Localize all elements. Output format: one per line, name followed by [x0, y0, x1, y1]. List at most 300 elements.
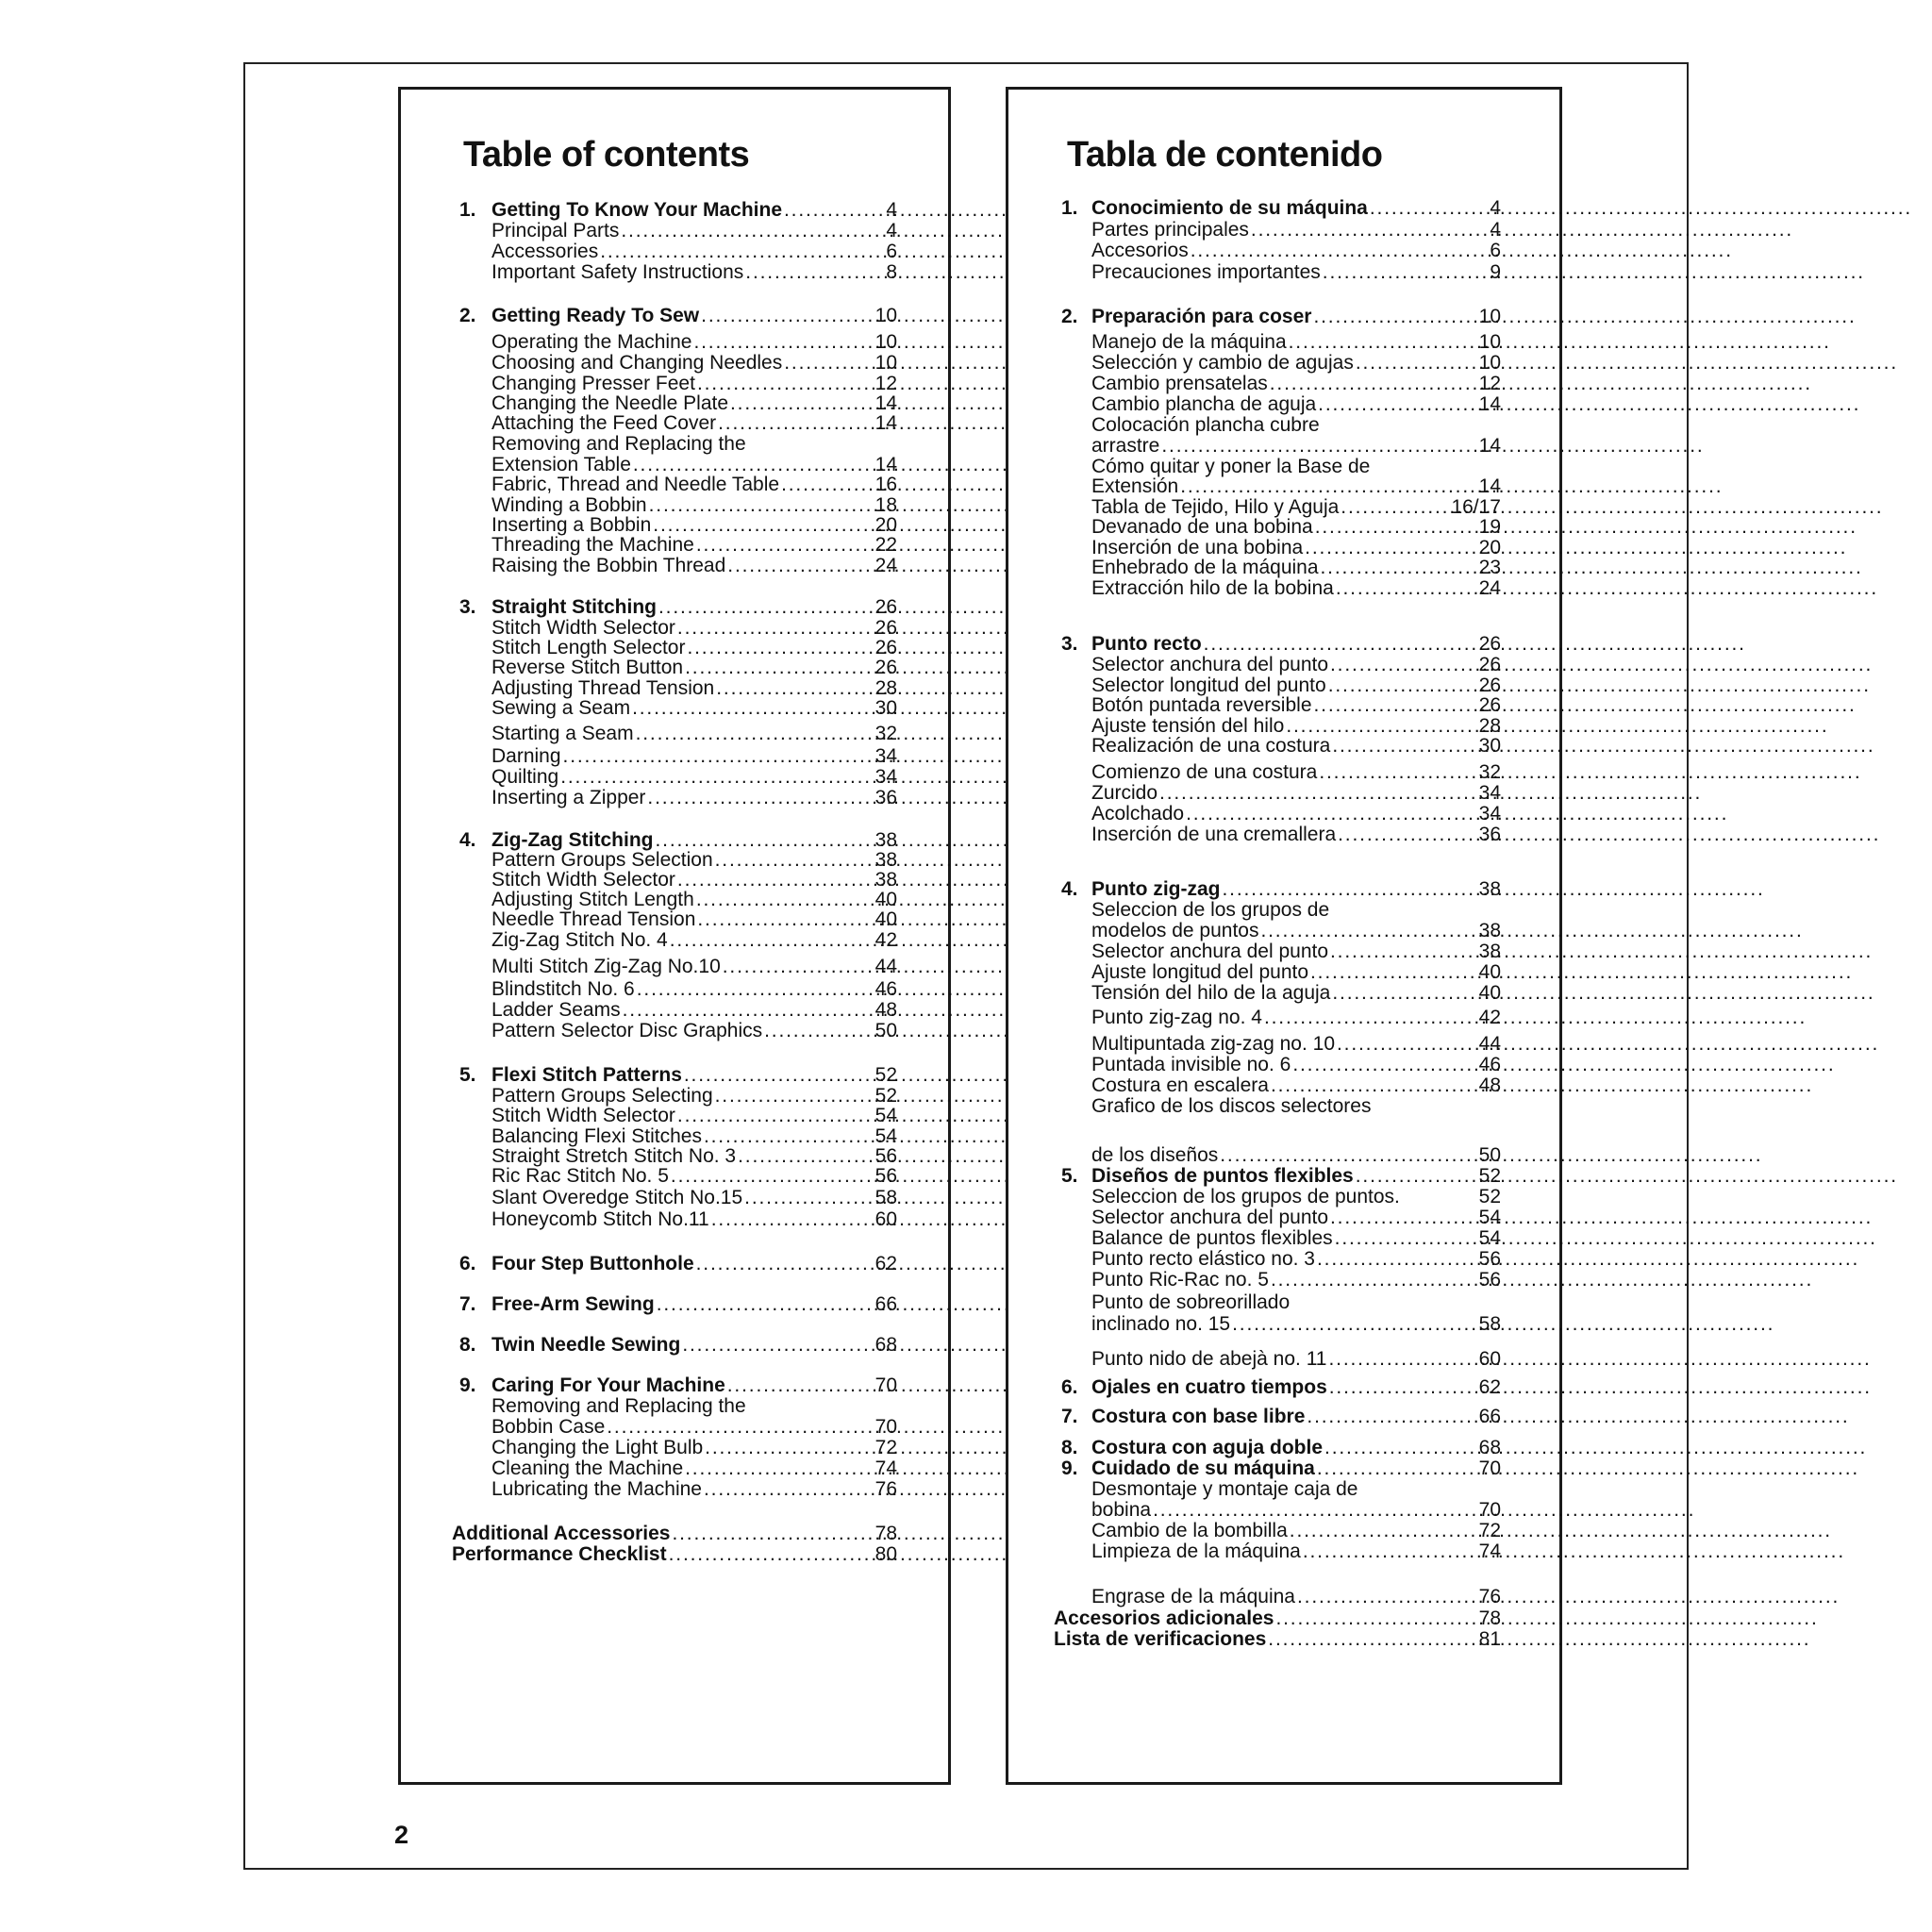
toc-leader-dots: [1330, 1207, 1477, 1229]
toc-entry-label: Selector anchura del punto: [1091, 1207, 1329, 1228]
toc-leader-dots: [1275, 1607, 1476, 1630]
toc-entry-page: 56: [1478, 1248, 1501, 1270]
toc-entry-label: Inserting a Zipper: [491, 787, 646, 808]
toc-chapter-entry: [1061, 1406, 1501, 1428]
toc-leader-dots: [1204, 633, 1477, 656]
toc-entry-page: 14: [1478, 393, 1501, 415]
toc-entry-label: Lista de verificaciones: [1054, 1628, 1267, 1650]
toc-entry-label: Cuidado de su máquina: [1091, 1457, 1315, 1479]
toc-entry-label: Selector longitud del punto: [1091, 675, 1326, 696]
toc-leader-dots: [636, 723, 874, 745]
toc-entry-page: 62: [874, 1253, 897, 1274]
toc-leader-dots: [1330, 941, 1477, 963]
toc-entry-label: Stitch Width Selector: [491, 869, 675, 891]
toc-leader-dots: [1317, 1248, 1477, 1271]
toc-leader-dots: [696, 1253, 874, 1275]
toc-leader-dots: [705, 1437, 873, 1459]
toc-entry-label: Colocación plancha cubre: [1091, 414, 1320, 436]
toc-leader-dots: [670, 929, 874, 952]
toc-entry-label: Zig-Zag Stitch No. 4: [491, 929, 668, 951]
toc-entry-number: 5.: [459, 1064, 476, 1086]
toc-leader-dots: [677, 1105, 874, 1127]
toc-entry-label: Punto nido de abejà no. 11: [1091, 1348, 1327, 1370]
toc-entry: [1091, 920, 1501, 942]
toc-entry: [491, 723, 897, 745]
toc-entry: [1091, 219, 1501, 242]
toc-entry-page: 30: [874, 697, 897, 719]
toc-entry-page: 38: [1478, 920, 1501, 941]
toc-entry-page: 44: [874, 956, 897, 977]
toc-leader-dots: [1186, 803, 1477, 825]
toc-entry: [1091, 1499, 1501, 1522]
toc-chapter-entry: [1054, 1628, 1501, 1651]
toc-entry-label: Stitch Width Selector: [491, 617, 675, 639]
toc-entry: [491, 331, 897, 354]
toc-chapter-entry: [459, 1293, 897, 1316]
toc-chapter-entry: [1061, 1165, 1501, 1188]
toc-leader-dots: [697, 908, 873, 931]
toc-entry: [491, 908, 897, 931]
toc-entry-label: Cómo quitar y poner la Base de: [1091, 456, 1371, 477]
toc-entry-label: Operating the Machine: [491, 331, 692, 353]
toc-entry-page: 70: [874, 1416, 897, 1438]
toc-entry-label: Tabla de Tejido, Hilo y Aguja: [1091, 496, 1340, 518]
toc-leader-dots: [1319, 761, 1476, 784]
toc-leader-dots: [1310, 961, 1477, 984]
toc-entry: [1091, 1541, 1501, 1563]
toc-entry: [1091, 1144, 1501, 1167]
toc-entry-page: 10: [874, 352, 897, 374]
toc-entry-label: Costura con base libre: [1091, 1406, 1306, 1427]
toc-chapter-entry: [1061, 1376, 1501, 1399]
toc-leader-dots: [1220, 1144, 1476, 1167]
toc-leader-dots: [1329, 1348, 1477, 1371]
toc-leader-dots: [693, 331, 873, 354]
toc-entry-page: 20: [874, 514, 897, 536]
toc-entry: [1091, 654, 1501, 676]
toc-entry-page: 32: [1478, 761, 1501, 783]
toc-leader-dots: [764, 1020, 874, 1042]
toc-entry-page: 52: [874, 1085, 897, 1107]
toc-entry: [1091, 1269, 1501, 1291]
toc-leader-dots: [1222, 878, 1476, 901]
toc-leader-dots: [1153, 1499, 1477, 1522]
toc-leader-dots: [711, 1208, 874, 1231]
toc-entry: [1091, 1227, 1501, 1250]
toc-entry-page: 54: [874, 1125, 897, 1147]
toc-entry-page: 26: [1478, 694, 1501, 716]
toc-list-english: [401, 90, 948, 1782]
toc-leader-dots: [1268, 1628, 1476, 1651]
toc-entry-page: 14: [1478, 435, 1501, 457]
toc-entry: [1091, 414, 1501, 437]
toc-entry-label: Pattern Groups Selection: [491, 849, 713, 871]
toc-title-english: Table of contents: [463, 135, 750, 175]
toc-entry-label: Performance Checklist: [452, 1543, 667, 1565]
toc-entry-number: 1.: [1061, 197, 1078, 219]
toc-entry-label: Punto zig-zag: [1091, 878, 1221, 900]
toc-entry-page: 38: [874, 869, 897, 891]
toc-entry-page: 10: [1478, 352, 1501, 374]
toc-entry-page: 60: [874, 1208, 897, 1230]
toc-entry: [1091, 1291, 1501, 1314]
toc-entry-page: 34: [1478, 782, 1501, 804]
toc-entry-page: 52: [1478, 1165, 1501, 1187]
toc-entry-label: Ojales en cuatro tiempos: [1091, 1376, 1327, 1398]
toc-entry-page: 16: [874, 474, 897, 495]
toc-entry-page: 76: [1478, 1586, 1501, 1607]
toc-leader-dots: [637, 978, 874, 1001]
toc-entry: [1091, 1207, 1501, 1229]
toc-leader-dots: [1337, 1033, 1477, 1056]
toc-entry-label: Winding a Bobbin: [491, 494, 647, 516]
toc-entry-page: 4: [886, 199, 897, 221]
toc-chapter-entry: [1061, 633, 1501, 656]
toc-entry-label: Punto de sobreorillado: [1091, 1291, 1291, 1313]
toc-entry: [1091, 435, 1501, 458]
toc-entry-label: Reverse Stitch Button: [491, 657, 684, 678]
toc-leader-dots: [1324, 1437, 1477, 1459]
toc-entry-label: Acolchado: [1091, 803, 1185, 824]
toc-entry: [491, 787, 897, 809]
toc-entry-label: Blindstitch No. 6: [491, 978, 635, 1000]
toc-entry-number: 4.: [1061, 878, 1078, 900]
toc-entry-page: 26: [874, 637, 897, 658]
toc-entry: [1091, 261, 1501, 284]
toc-entry-page: 24: [1478, 577, 1501, 599]
toc-leader-dots: [745, 261, 884, 284]
toc-entry-page: 68: [874, 1334, 897, 1356]
toc-entry-page: 6: [886, 241, 897, 262]
toc-entry-label: Free-Arm Sewing: [491, 1293, 655, 1315]
toc-entry-label: Balancing Flexi Stitches: [491, 1125, 702, 1147]
toc-entry-page: 66: [1478, 1406, 1501, 1427]
toc-entry-label: Punto Ric-Rac no. 5: [1091, 1269, 1269, 1291]
toc-chapter-entry: [1061, 197, 1501, 220]
toc-leader-dots: [1318, 393, 1476, 416]
toc-leader-dots: [1297, 1586, 1477, 1608]
toc-leader-dots: [784, 199, 884, 222]
toc-leader-dots: [1307, 1406, 1476, 1428]
toc-entry-label: Ajuste tensión del hilo: [1091, 715, 1285, 737]
toc-entry-label: Puntada invisible no. 6: [1091, 1054, 1291, 1075]
toc-entry-page: 23: [1478, 557, 1501, 578]
toc-leader-dots: [632, 697, 874, 720]
toc-entry-label: Balance de puntos flexibles: [1091, 1227, 1333, 1249]
toc-entry-page: 20: [1478, 537, 1501, 558]
toc-leader-dots: [1315, 516, 1477, 539]
toc-entry: [1091, 694, 1501, 717]
toc-entry-page: 12: [874, 373, 897, 394]
toc-entry-label: arrastre: [1091, 435, 1160, 457]
toc-leader-dots: [723, 956, 874, 978]
toc-entry-label: Conocimiento de su máquina: [1091, 197, 1368, 219]
toc-entry: [1091, 393, 1501, 416]
toc-entry: [491, 1187, 897, 1209]
toc-entry-number: 1.: [459, 199, 476, 221]
toc-entry-label: Additional Accessories: [452, 1523, 671, 1544]
toc-entry: [491, 555, 897, 577]
toc-entry: [1091, 1095, 1501, 1118]
toc-leader-dots: [671, 1165, 874, 1188]
toc-entry-page: 28: [874, 677, 897, 699]
toc-entry-label: Costura en escalera: [1091, 1074, 1269, 1096]
toc-entry: [491, 1208, 897, 1231]
toc-entry: [491, 657, 897, 679]
toc-leader-dots: [607, 1416, 873, 1439]
toc-entry-number: 6.: [1061, 1376, 1078, 1398]
toc-entry-page: 26: [874, 596, 897, 618]
toc-entry-label: Partes principales: [1091, 219, 1249, 241]
toc-leader-dots: [1191, 240, 1489, 262]
toc-entry-label: Ladder Seams: [491, 999, 621, 1021]
toc-entry-label: Four Step Buttonhole: [491, 1253, 694, 1274]
toc-entry-label: Needle Thread Tension: [491, 908, 696, 930]
toc-entry-label: Getting Ready To Sew: [491, 305, 700, 326]
toc-entry-page: 44: [1478, 1033, 1501, 1055]
toc-entry: [1091, 824, 1501, 846]
toc-entry-page: 26: [1478, 654, 1501, 675]
toc-entry-label: Extensión: [1091, 475, 1179, 497]
toc-entry-label: Lubricating the Machine: [491, 1478, 702, 1500]
toc-entry-label: bobina: [1091, 1499, 1152, 1521]
toc-entry-page: 24: [874, 555, 897, 576]
toc-entry: [1091, 1348, 1501, 1371]
toc-entry: [491, 1437, 897, 1459]
toc-entry-page: 70: [874, 1374, 897, 1396]
toc-entry-number: 8.: [1061, 1437, 1078, 1458]
toc-chapter-entry: [1054, 1607, 1501, 1630]
toc-leader-dots: [682, 1334, 873, 1357]
toc-entry-label: Multipuntada zig-zag no. 10: [1091, 1033, 1335, 1055]
toc-entry: [491, 261, 897, 284]
toc-leader-dots: [623, 999, 874, 1022]
toc-leader-dots: [685, 1457, 874, 1480]
toc-entry-page: 68: [1478, 1437, 1501, 1458]
toc-leader-dots: [727, 1374, 874, 1397]
toc-entry-page: 50: [1478, 1144, 1501, 1166]
toc-entry: [491, 929, 897, 952]
toc-entry-page: 8: [886, 261, 897, 283]
toc-entry-label: Accesorios: [1091, 240, 1189, 261]
toc-entry: [1091, 941, 1501, 963]
toc-entry-page: 60: [1478, 1348, 1501, 1370]
toc-leader-dots: [1330, 654, 1477, 676]
toc-entry-label: Bobbin Case: [491, 1416, 606, 1438]
toc-leader-dots: [1332, 735, 1476, 758]
toc-entry-page: 38: [1478, 941, 1501, 962]
toc-entry-page: 22: [874, 534, 897, 556]
toc-entry-label: Ajuste longitud del punto: [1091, 961, 1309, 983]
toc-leader-dots: [647, 787, 873, 809]
toc-entry: [1091, 961, 1501, 984]
toc-entry-page: 26: [1478, 675, 1501, 696]
toc-entry: [1091, 1074, 1501, 1097]
toc-entry: [1091, 1248, 1501, 1271]
toc-entry-page: 74: [874, 1457, 897, 1479]
toc-entry-page: 72: [1478, 1520, 1501, 1541]
toc-entry-page: 4: [1490, 197, 1501, 219]
toc-leader-dots: [1260, 920, 1476, 942]
toc-entry-label: Diseños de puntos flexibles: [1091, 1165, 1354, 1187]
toc-entry-label: Important Safety Instructions: [491, 261, 744, 283]
toc-chapter-entry: [459, 596, 897, 619]
toc-entry: [1091, 577, 1501, 600]
toc-entry-label: Precauciones importantes: [1091, 261, 1321, 283]
toc-entry-page: 34: [874, 766, 897, 788]
toc-entry-label: Raising the Bobbin Thread: [491, 555, 726, 576]
toc-leader-dots: [621, 220, 884, 242]
toc-entry-page: 4: [1490, 219, 1501, 241]
toc-entry-label: Seleccion de los grupos de: [1091, 899, 1330, 921]
toc-entry-page: 50: [874, 1020, 897, 1041]
toc-entry-page: 66: [874, 1293, 897, 1315]
toc-entry-page: 34: [1478, 803, 1501, 824]
toc-entry-label: Straight Stitching: [491, 596, 657, 618]
toc-leader-dots: [1335, 1227, 1477, 1250]
toc-entry-label: Zig-Zag Stitching: [491, 829, 654, 851]
toc-entry-label: Cambio prensatelas: [1091, 373, 1268, 394]
toc-leader-dots: [1329, 1376, 1477, 1399]
toc-leader-dots: [718, 412, 874, 435]
toc-entry-number: 9.: [1061, 1457, 1078, 1479]
toc-entry-label: Preparación para coser: [1091, 306, 1312, 327]
toc-entry-page: 48: [1478, 1074, 1501, 1096]
toc-entry-page: 42: [1478, 1007, 1501, 1028]
toc-entry-label: Removing and Replacing the: [491, 1395, 746, 1417]
toc-chapter-entry: [459, 1064, 897, 1087]
toc-leader-dots: [1271, 1074, 1477, 1097]
toc-entry-label: Selector anchura del punto: [1091, 654, 1329, 675]
toc-entry-label: Cleaning the Machine: [491, 1457, 684, 1479]
toc-leader-dots: [657, 1293, 874, 1316]
toc-leader-dots: [781, 474, 874, 496]
toc-entry: [491, 474, 897, 496]
toc-entry-page: 10: [874, 331, 897, 353]
toc-entry-page: 10: [1478, 331, 1501, 353]
toc-entry-page: 38: [1478, 878, 1501, 900]
toc-entry-number: 5.: [1061, 1165, 1078, 1187]
toc-leader-dots: [1314, 694, 1477, 717]
toc-entry-label: Stitch Length Selector: [491, 637, 686, 658]
toc-entry-label: Multi Stitch Zig-Zag No.10: [491, 956, 721, 977]
toc-entry-label: Punto recto elástico no. 3: [1091, 1248, 1315, 1270]
toc-leader-dots: [1180, 475, 1476, 498]
toc-entry-page: 16/17: [1451, 496, 1501, 518]
toc-entry-label: Costura con aguja doble: [1091, 1437, 1324, 1458]
toc-entry-number: 2.: [459, 305, 476, 326]
toc-leader-dots: [1159, 782, 1477, 805]
toc-leader-dots: [685, 657, 874, 679]
toc-leader-dots: [1271, 1269, 1477, 1291]
toc-entry-page: 46: [874, 978, 897, 1000]
toc-leader-dots: [1270, 373, 1477, 395]
toc-leader-dots: [1232, 1313, 1477, 1336]
toc-entry-label: Limpieza de la máquina: [1091, 1541, 1301, 1562]
toc-entry-label: Accesorios adicionales: [1054, 1607, 1274, 1629]
toc-entry-number: 9.: [459, 1374, 476, 1396]
toc-entry-label: Adjusting Stitch Length: [491, 889, 694, 910]
page-number: 2: [394, 1821, 409, 1849]
toc-entry-page: 10: [874, 305, 897, 326]
toc-entry: [1091, 516, 1501, 539]
toc-leader-dots: [1289, 331, 1477, 354]
toc-leader-dots: [1251, 219, 1488, 242]
toc-leader-dots: [704, 1478, 874, 1501]
toc-entry: [491, 1478, 897, 1501]
toc-leader-dots: [669, 1543, 874, 1566]
toc-entry-page: 36: [1478, 824, 1501, 845]
toc-entry: [491, 999, 897, 1022]
toc-entry: [491, 534, 897, 557]
toc-entry-label: Devanado de una bobina: [1091, 516, 1313, 538]
toc-entry-page: 54: [1478, 1207, 1501, 1228]
toc-entry-label: Extension Table: [491, 454, 631, 475]
toc-entry: [491, 1395, 897, 1418]
toc-entry-label: Twin Needle Sewing: [491, 1334, 681, 1356]
toc-entry-page: 81: [1478, 1628, 1501, 1650]
toc-leader-dots: [1321, 557, 1477, 579]
toc-entry-page: 19: [1478, 516, 1501, 538]
toc-leader-dots: [1338, 824, 1477, 846]
toc-entry-page: 70: [1478, 1499, 1501, 1521]
toc-entry-page: 34: [874, 745, 897, 767]
toc-entry: [1091, 1478, 1501, 1501]
toc-entry-page: 26: [1478, 633, 1501, 655]
toc-entry: [491, 978, 897, 1001]
toc-entry-label: Slant Overedge Stitch No.15: [491, 1187, 743, 1208]
toc-entry: [1091, 1313, 1501, 1336]
toc-leader-dots: [1332, 982, 1476, 1005]
toc-entry-page: 14: [874, 392, 897, 414]
toc-entry-number: 3.: [1061, 633, 1078, 655]
toc-chapter-entry: [1061, 878, 1501, 901]
toc-entry-label: Fabric, Thread and Needle Table: [491, 474, 780, 495]
toc-title-spanish: Tabla de contenido: [1067, 135, 1383, 175]
toc-chapter-entry: [459, 199, 897, 222]
toc-entry-label: Caring For Your Machine: [491, 1374, 725, 1396]
toc-entry-page: 30: [1478, 735, 1501, 757]
toc-leader-dots: [658, 596, 874, 619]
toc-entry-label: Pattern Selector Disc Graphics: [491, 1020, 763, 1041]
toc-entry: [491, 220, 897, 242]
toc-leader-dots: [727, 555, 873, 577]
toc-entry-number: 2.: [1061, 306, 1078, 327]
toc-entry: [491, 1020, 897, 1042]
toc-entry: [491, 697, 897, 720]
toc-entry-page: 56: [874, 1165, 897, 1187]
toc-entry-label: Accessories: [491, 241, 599, 262]
toc-entry-page: 32: [874, 723, 897, 744]
toc-leader-dots: [684, 1064, 874, 1087]
toc-entry-page: 54: [874, 1105, 897, 1126]
toc-entry-number: 6.: [459, 1253, 476, 1274]
toc-entry-label: Principal Parts: [491, 220, 620, 242]
toc-entry: [1091, 761, 1501, 784]
toc-leader-dots: [1323, 261, 1489, 284]
toc-entry: [491, 412, 897, 435]
toc-leader-dots: [701, 305, 873, 327]
toc-entry-label: Attaching the Feed Cover: [491, 412, 717, 434]
toc-leader-dots: [600, 241, 884, 263]
toc-entry: [491, 1105, 897, 1127]
toc-entry-label: Getting To Know Your Machine: [491, 199, 782, 221]
toc-entry-page: 36: [874, 787, 897, 808]
toc-entry-label: Honeycomb Stitch No.11: [491, 1208, 709, 1230]
toc-entry: [491, 766, 897, 789]
toc-entry: [491, 1416, 897, 1439]
toc-entry-page: 78: [874, 1523, 897, 1544]
